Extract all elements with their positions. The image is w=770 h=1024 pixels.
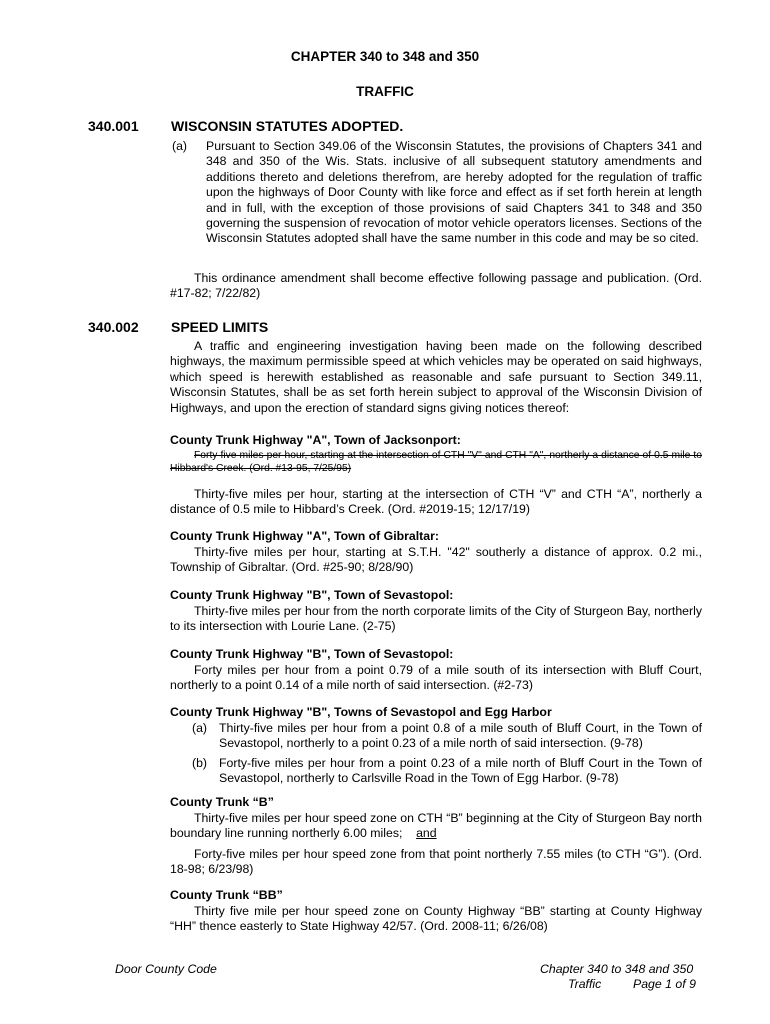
subsection-text: Pursuant to Section 349.06 of the Wisconsin Statutes, the provisions of Chapters 341 and 348 and 350 of the Wis. Stats. inclusive of all subsequent statutory amendments and additions thereto and deletions therefrom, are hereby adopted for the regulation of traffic upon the highways of Door County with like force and effect as if set forth herein at length and in full, with the exception of those provisions of said Chapters 341 to 348 and 350 governing the suspension of revocation of motor vehicle operators licenses. Sections of the Wisconsin Statutes adopted shall have the same number in this code and may be so cited. <box>206 139 702 246</box>
intro-paragraph: A traffic and engineering investigation having been made on the following described highways, the maximum permissible speed at which vehicles may be operated on said highways, which speed is herewith established as reasonable and safe pursuant to Section 349.11, Wisconsin Statutes, shall be as set forth herein subject to approval of the Wisconsin Division of Highways, and upon the erection of standard signs giving notices thereof: <box>170 339 702 415</box>
chapter-heading: CHAPTER 340 to 348 and 350 <box>290 49 480 64</box>
page-title: TRAFFIC <box>356 84 414 99</box>
section-number: 340.002 <box>88 319 139 335</box>
amendment-paragraph: This ordinance amendment shall become effective following passage and publication. (Ord. #17-82; 7/22/82) <box>170 271 702 301</box>
footer-left: Door County Code <box>115 962 217 976</box>
highway-heading: County Trunk “BB” <box>170 888 283 902</box>
highway-text: Thirty-five miles per hour from the north corporate limits of the City of Sturgeon Bay, northerly to its intersection with Lourie Lane. (2-75) <box>170 604 702 634</box>
section-title: WISCONSIN STATUTES ADOPTED. <box>171 118 404 134</box>
highway-text: Thirty-five miles per hour, starting at S.T.H. "42" southerly a distance of approx. 0.2 mi., Township of Gibraltar. (Ord. #25-90; 8/28/90) <box>170 545 702 575</box>
highway-text: Forty miles per hour from a point 0.79 of a mile south of its intersection with Bluff Court, northerly to a point 0.14 of a mile north of said intersection. (#2-73) <box>170 663 702 693</box>
highway-text: Forty-five miles per hour speed zone from that point northerly 7.55 miles (to CTH “G”). (Ord. 18-98; 6/23/98) <box>170 847 702 877</box>
item-text: Thirty-five miles per hour from a point 0.8 of a mile south of Bluff Court, in the Town of Sevastopol, northerly to a point 0.23 of a mile north of said intersection. (9-78) <box>219 721 702 751</box>
footer-chapter: Chapter 340 to 348 and 350 <box>540 962 694 976</box>
item-label: (b) <box>192 756 208 770</box>
item-text: Forty-five miles per hour from a point 0.23 of a mile north of Bluff Court in the Town of Sevastopol, northerly to Carlsville Road in the Town of Egg Harbor. (9-78) <box>219 756 702 786</box>
footer-traffic: Traffic <box>568 977 602 991</box>
highway-heading: County Trunk Highway "A", Town of Jacksonport: <box>170 433 461 447</box>
highway-text: Thirty five mile per hour speed zone on County Highway “BB” starting at County Highway “HH” thence easterly to State Highway 42/57. (Ord. 2008-11; 6/26/08) <box>170 904 702 934</box>
item-label: (a) <box>192 721 208 735</box>
footer-page-number: Page 1 of 9 <box>633 977 696 991</box>
highway-text-line: Thirty-five miles per hour speed zone on CTH “B” beginning at the City of Sturgeon Bay north boundary line running northerly 6.00 miles; <box>170 811 702 841</box>
subsection-label: (a) <box>172 139 188 153</box>
highway-heading: County Trunk “B” <box>170 795 274 809</box>
highway-heading: County Trunk Highway "B", Town of Sevastopol: <box>170 647 454 661</box>
repealed-text: Forty five miles per hour, starting at the intersection of CTH "V" and CTH "A", northerly a distance of 0.5 mile to Hibbard's Creek. (Ord. #13-95, 7/25/95) <box>170 450 702 474</box>
highway-heading: County Trunk Highway "B", Town of Sevastopol: <box>170 588 454 602</box>
section-number: 340.001 <box>88 118 139 134</box>
section-title: SPEED LIMITS <box>171 319 269 335</box>
highway-heading: County Trunk Highway "A", Town of Gibraltar: <box>170 529 439 543</box>
conjunction-and: and <box>416 826 437 841</box>
highway-heading: County Trunk Highway "B", Towns of Sevastopol and Egg Harbor <box>170 705 552 719</box>
highway-text: Thirty-five miles per hour, starting at the intersection of CTH “V” and CTH “A”, northerly a distance of 0.5 mile to Hibbard’s Creek. (Ord. #2019-15; 12/17/19) <box>170 487 702 517</box>
highway-text <box>170 811 702 842</box>
